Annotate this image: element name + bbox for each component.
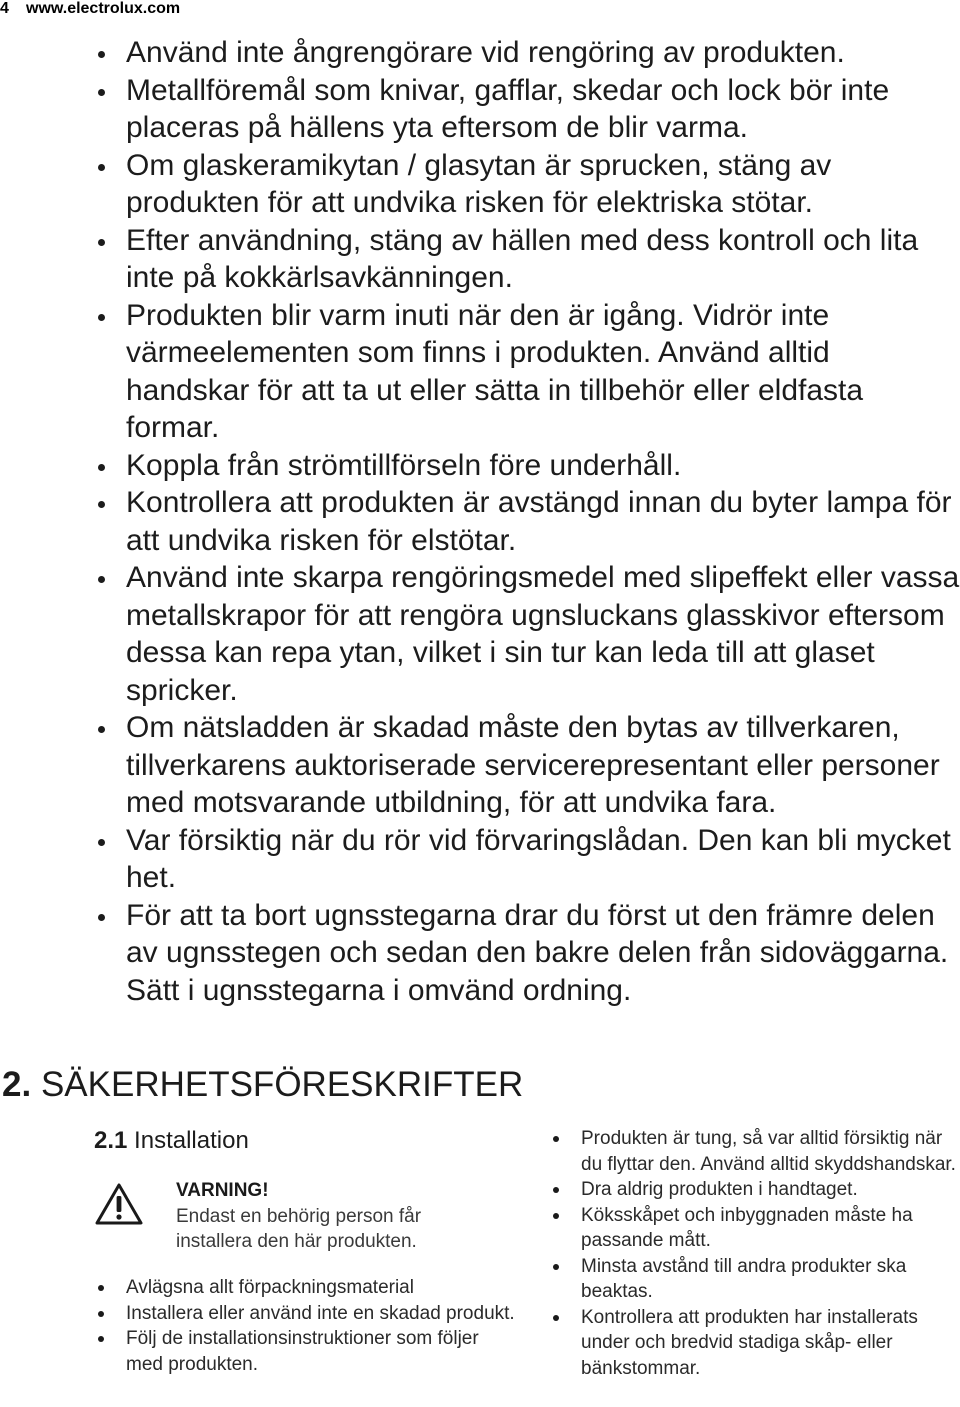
list-item: Koppla från strömtillförseln före underhåll. [96,447,960,485]
list-item: Installera eller använd inte en skadad produkt. [96,1301,516,1327]
page-header [0,0,180,18]
page-number: 4 [0,0,9,17]
list-item: Kontrollera att produkten är avstängd innan du byter lampa för att undvika risken för elstötar. [96,484,960,559]
list-item: Avlägsna allt förpackningsmaterial [96,1275,516,1301]
list-item: Använd inte skarpa rengöringsmedel med slipeffekt eller vassa metallskrapor för att rengöra ugnsluckans glasskivor eftersom dessa kan repa ytan, vilket i sin tur kan leda till att glaset spricker. [96,559,960,709]
list-item: Minsta avstånd till andra produkter ska beaktas. [551,1254,960,1305]
list-item: Produkten är tung, så var alltid försiktig när du flyttar den. Använd alltid skyddshandskar. [551,1126,960,1177]
safety-list [96,34,960,1009]
list-item: Kontrollera att produkten har installerats under och bredvid stadiga skåp- eller bänkstommar. [551,1305,960,1382]
list-item: Om nätsladden är skadad måste den bytas av tillverkaren, tillverkarens auktoriserade servicerepresentant eller personer med motsvarande utbildning, för att undvika fara. [96,709,960,822]
header-url: www.electrolux.com [26,0,181,17]
subsection-number: 2.1 [94,1127,128,1154]
section-title: SÄKERHETSFÖRESKRIFTER [40,1065,524,1104]
subsection-heading [94,1125,249,1157]
list-item: För att ta bort ugnsstegarna drar du först ut den främre delen av ugnsstegen och sedan den bakre delen från sidoväggarna. Sätt i ugnsstegarna i omvänd ordning. [96,897,960,1010]
warning-text: Endast en behörig person får installera den här produkten. [176,1205,422,1252]
list-item: Använd inte ångrengörare vid rengöring av produkten. [96,34,960,72]
list-item: Om glaskeramikytan / glasytan är sprucken, stäng av produkten för att undvika risken för elektriska stötar. [96,147,960,222]
list-item: Metallföremål som knivar, gafflar, skedar och lock bör inte placeras på hällens yta eftersom de blir varma. [96,72,960,147]
section-number: 2. [2,1065,32,1104]
list-item: Var försiktig när du rör vid förvaringslådan. Den kan bli mycket het. [96,822,960,897]
list-item: Följ de installationsinstruktioner som följer med produkten. [96,1326,516,1377]
list-item: Produkten blir varm inuti när den är igång. Vidrör inte värmeelementen som finns i produkten. Använd alltid handskar för att ta ut eller sätta in tillbehör eller eldfasta formar. [96,297,960,447]
list-item: Köksskåpet och inbyggnaden måste ha passande mått. [551,1203,960,1254]
subsection-title: Installation [134,1127,249,1154]
installation-list-left [96,1275,516,1377]
list-item: Dra aldrig produkten i handtaget. [551,1177,960,1203]
warning-block [176,1178,496,1255]
section-heading [2,1063,523,1107]
list-item: Efter användning, stäng av hällen med dess kontroll och lita inte på kokkärlsavkänningen. [96,222,960,297]
warning-triangle-icon [94,1182,144,1226]
warning-title: VARNING! [176,1180,269,1201]
installation-list-right [551,1126,960,1381]
